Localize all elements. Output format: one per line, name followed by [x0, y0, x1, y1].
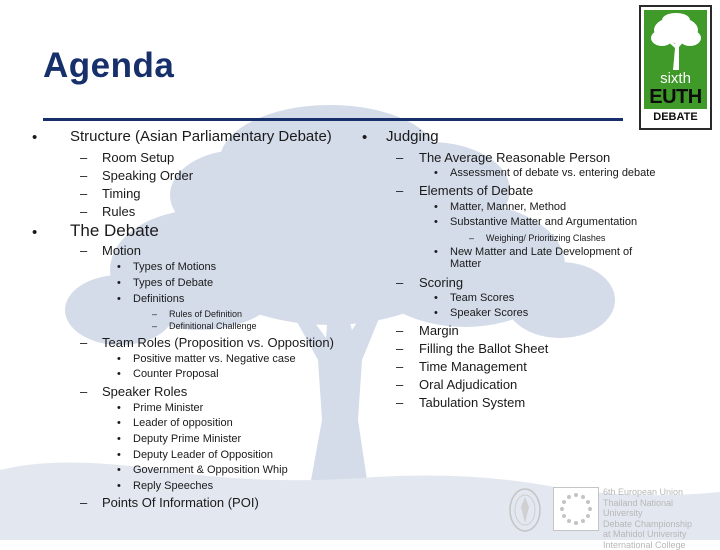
definition-item: Rules of Definition — [169, 309, 242, 319]
dash-l2: – — [80, 168, 87, 183]
average-person-item: Assessment of debate vs. entering debate — [450, 167, 655, 179]
scoring-item: Team Scores — [450, 292, 514, 304]
dash-l2: – — [396, 150, 403, 165]
speaker-role-item: Leader of opposition — [133, 417, 233, 429]
bullet-l1: • — [32, 224, 37, 241]
bullet-l3: • — [117, 480, 121, 492]
footer-line: Thailand National University — [603, 498, 715, 519]
bullet-l3: • — [117, 293, 121, 305]
new-matter-line1: New Matter and Late Development of — [450, 246, 632, 258]
speaker-roles-heading: Speaker Roles — [102, 384, 187, 399]
speaker-role-item: Government & Opposition Whip — [133, 464, 288, 476]
speaker-role-item: Deputy Prime Minister — [133, 433, 241, 445]
bullet-l3: • — [117, 464, 121, 476]
bullet-l3: • — [434, 246, 438, 258]
team-roles-item: Counter Proposal — [133, 368, 219, 380]
bullet-l3: • — [117, 417, 121, 429]
bullet-l3: • — [117, 433, 121, 445]
logo-debate: DEBATE — [644, 109, 707, 125]
eu-flag-icon — [553, 487, 599, 531]
bullet-l3: • — [117, 449, 121, 461]
dash-l2: – — [80, 384, 87, 399]
logo-tree-icon — [644, 10, 707, 72]
title-underline — [43, 118, 623, 121]
bullet-l1: • — [32, 129, 37, 146]
judging-item: Margin — [419, 323, 459, 338]
judging-item: Tabulation System — [419, 395, 525, 410]
dash-l2: – — [396, 377, 403, 392]
the-debate-heading: The Debate — [70, 221, 159, 241]
logo-sixth: sixth — [644, 70, 707, 87]
team-roles-item: Positive matter vs. Negative case — [133, 353, 296, 365]
speaker-role-item: Reply Speeches — [133, 480, 213, 492]
dash-l4: – — [152, 321, 157, 331]
structure-item: Room Setup — [102, 150, 174, 165]
motion-item: Definitions — [133, 293, 184, 305]
bullet-l3: • — [434, 216, 438, 228]
elements-heading: Elements of Debate — [419, 183, 533, 198]
structure-item: Rules — [102, 204, 135, 219]
bullet-l3: • — [117, 402, 121, 414]
dash-l2: – — [80, 204, 87, 219]
judging-item: Time Management — [419, 359, 527, 374]
bullet-l1: • — [362, 129, 367, 146]
judging-item: Oral Adjudication — [419, 377, 517, 392]
dash-l2: – — [80, 186, 87, 201]
substantive-sub-item: Weighing/ Prioritizing Clashes — [486, 233, 605, 243]
poi-heading: Points Of Information (POI) — [102, 495, 259, 510]
bullet-l3: • — [117, 277, 121, 289]
elements-item: Matter, Manner, Method — [450, 201, 566, 213]
speaker-role-item: Deputy Leader of Opposition — [133, 449, 273, 461]
motion-heading: Motion — [102, 243, 141, 258]
motion-item: Types of Debate — [133, 277, 213, 289]
bullet-l3: • — [434, 292, 438, 304]
definition-item: Definitional Challenge — [169, 321, 257, 331]
dash-l2: – — [80, 243, 87, 258]
dash-l2: – — [396, 395, 403, 410]
page-title: Agenda — [43, 46, 174, 86]
bullet-l3: • — [434, 201, 438, 213]
structure-heading: Structure (Asian Parliamentary Debate) — [70, 128, 332, 145]
team-roles-heading: Team Roles (Proposition vs. Opposition) — [102, 335, 334, 350]
average-person-heading: The Average Reasonable Person — [419, 150, 610, 165]
dash-l2: – — [396, 359, 403, 374]
new-matter-line2: Matter — [450, 258, 481, 270]
dash-l4: – — [469, 233, 474, 243]
dash-l2: – — [396, 275, 403, 290]
footer-text — [603, 487, 715, 550]
elements-item: Substantive Matter and Argumentation — [450, 216, 637, 228]
footer-line: at Mahidol University — [603, 529, 715, 540]
dash-l2: – — [396, 323, 403, 338]
bullet-l3: • — [117, 368, 121, 380]
bullet-l3: • — [117, 261, 121, 273]
footer-line: International College — [603, 540, 715, 550]
bullet-l3: • — [434, 307, 438, 319]
dash-l2: – — [80, 495, 87, 510]
dash-l2: – — [80, 150, 87, 165]
dash-l2: – — [396, 183, 403, 198]
footer-line: Debate Championship — [603, 519, 715, 530]
structure-item: Speaking Order — [102, 168, 193, 183]
judging-item: Filling the Ballot Sheet — [419, 341, 548, 356]
structure-item: Timing — [102, 186, 141, 201]
bullet-l3: • — [434, 167, 438, 179]
logo-euth: EUTH — [644, 86, 707, 109]
scoring-heading: Scoring — [419, 275, 463, 290]
judging-heading: Judging — [386, 128, 439, 145]
bullet-l3: • — [117, 353, 121, 365]
motion-item: Types of Motions — [133, 261, 216, 273]
dash-l2: – — [396, 341, 403, 356]
dash-l4: – — [152, 309, 157, 319]
logo-green-panel — [644, 10, 707, 125]
footer-line: 6th European Union — [603, 487, 715, 498]
scoring-item: Speaker Scores — [450, 307, 528, 319]
speaker-role-item: Prime Minister — [133, 402, 203, 414]
euth-debate-logo — [639, 5, 712, 130]
dash-l2: – — [80, 335, 87, 350]
university-seal-icon — [508, 487, 542, 533]
